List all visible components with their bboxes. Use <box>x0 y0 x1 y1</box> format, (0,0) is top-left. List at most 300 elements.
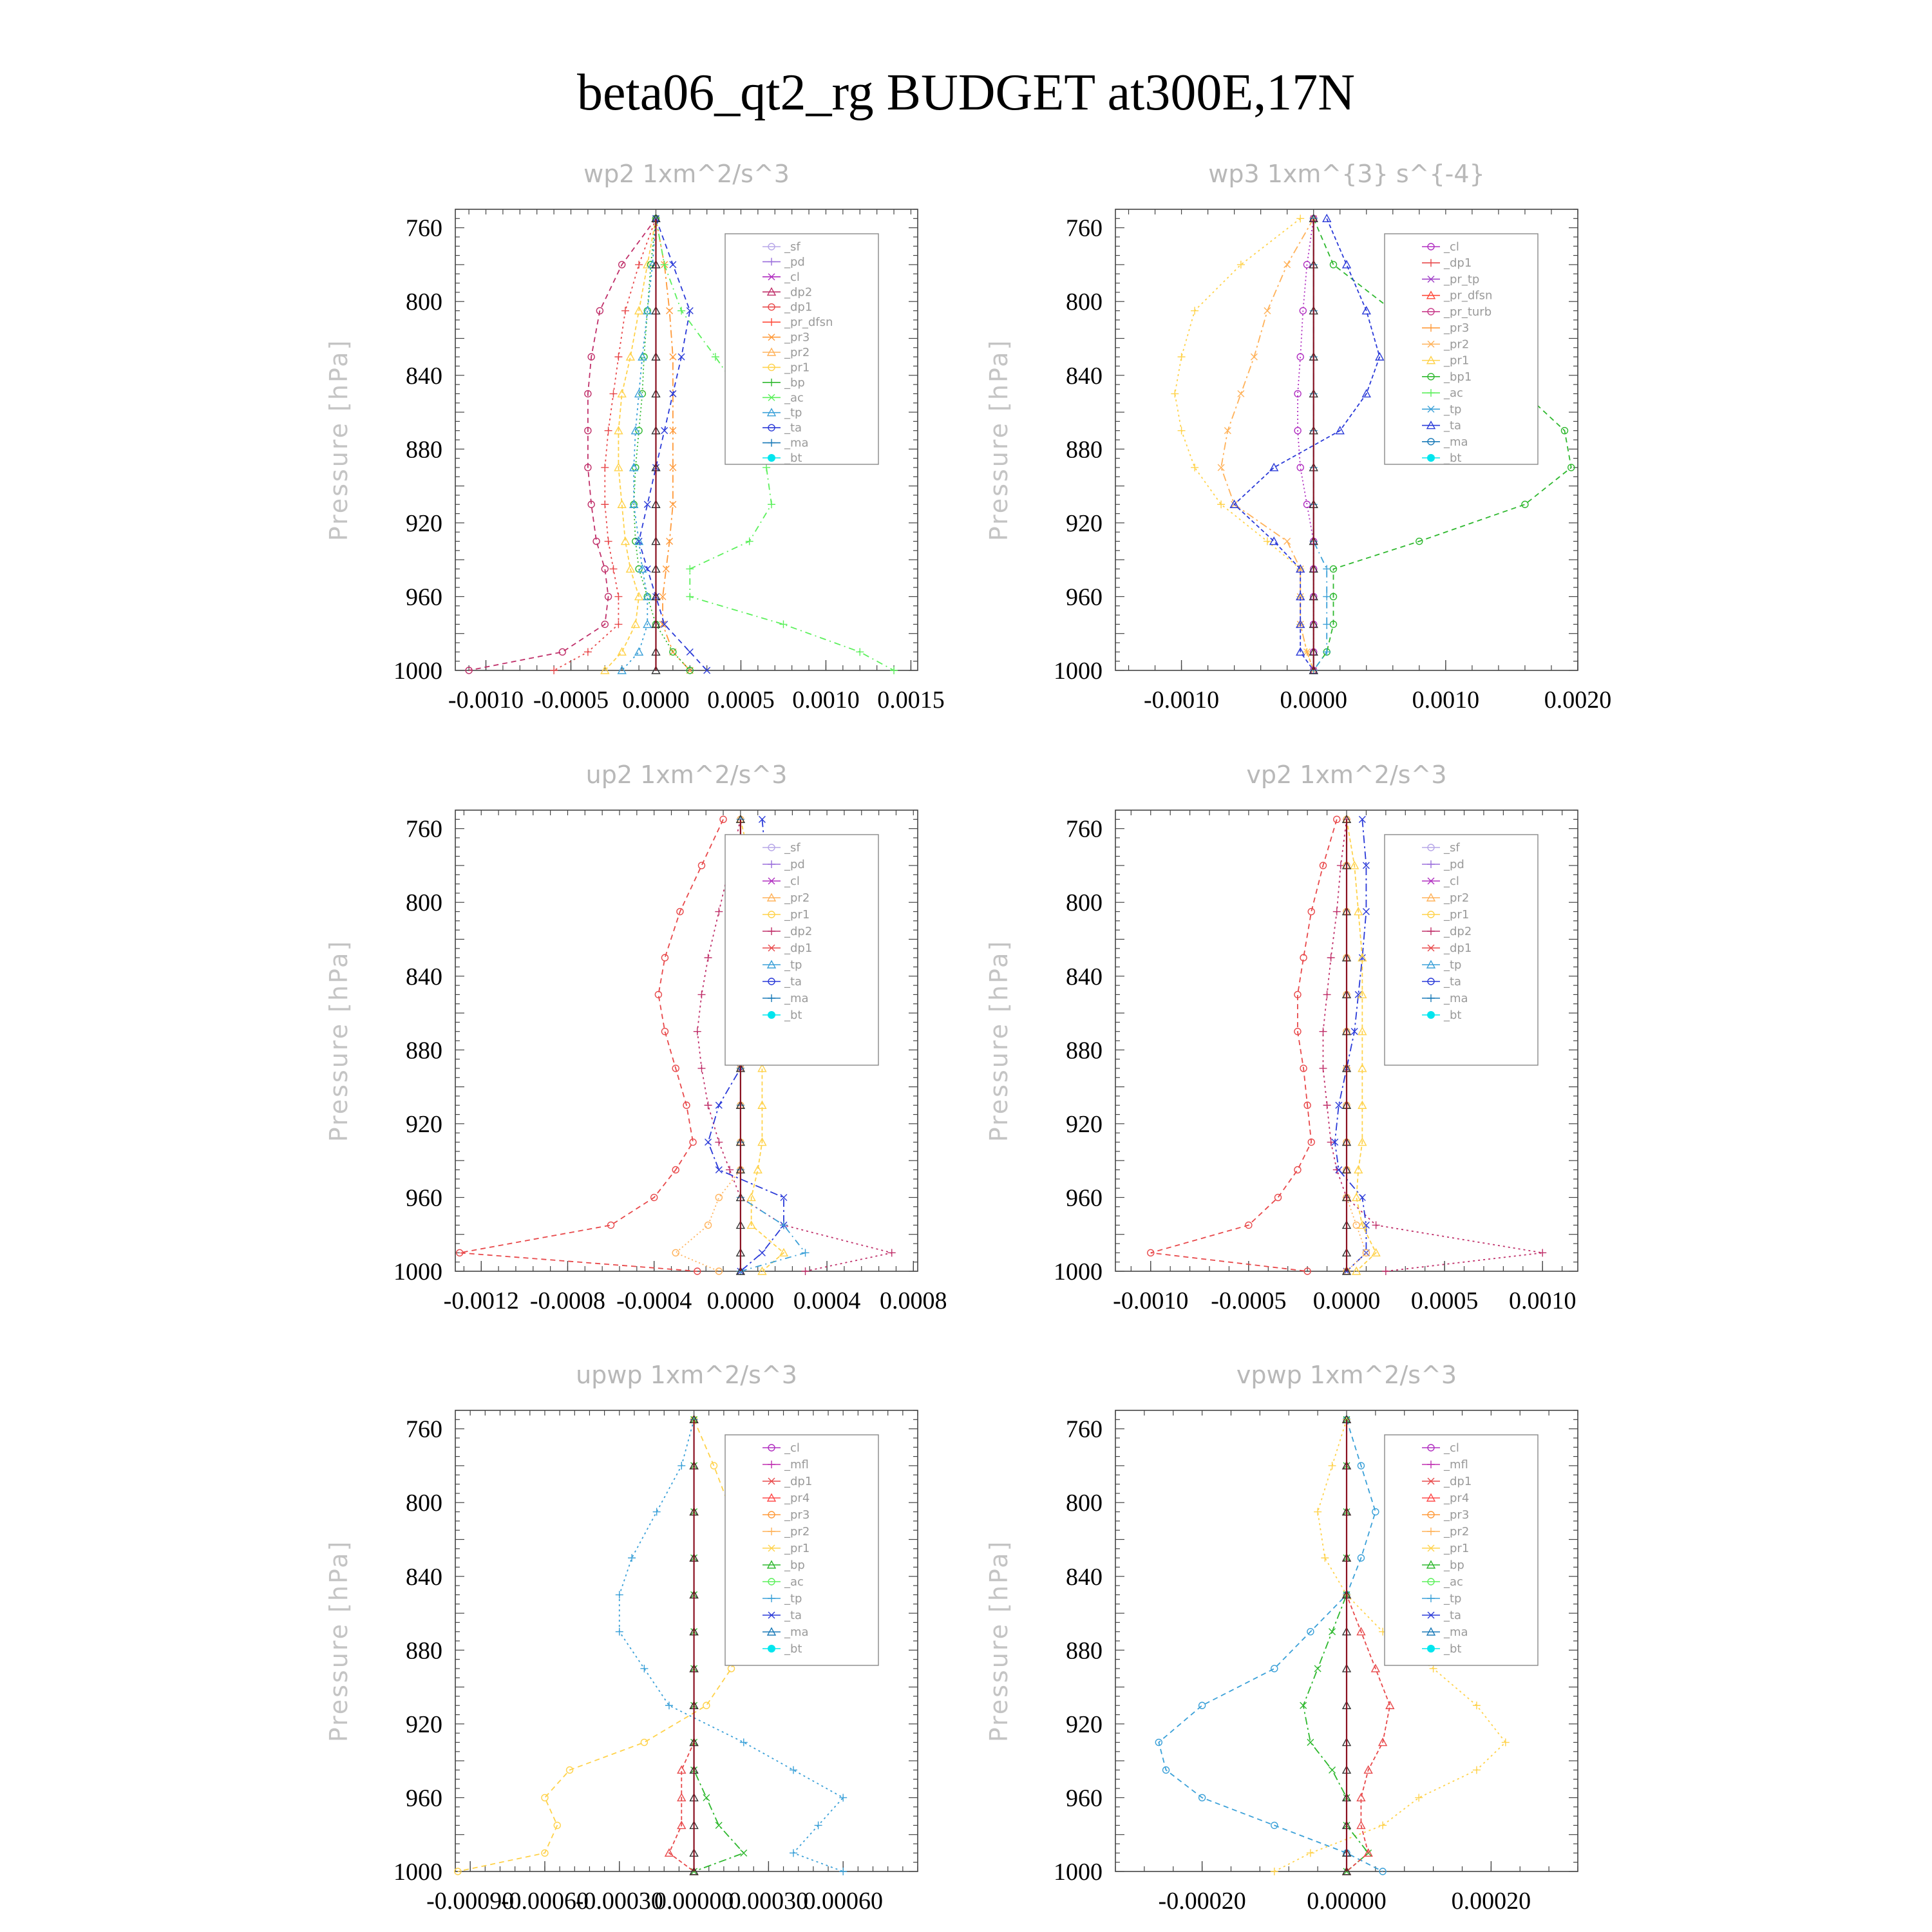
y-tick-label: 760 <box>406 214 442 242</box>
panel-title: vpwp 1xm^2/s^3 <box>1236 1361 1457 1389</box>
data-point <box>1323 565 1331 573</box>
legend-label: _bt <box>784 451 802 465</box>
data-point <box>1386 1701 1394 1709</box>
x-tick-label: 0.0020 <box>1544 687 1612 714</box>
legend-label: _bp1 <box>1444 370 1472 384</box>
y-tick-label: 800 <box>406 289 442 316</box>
legend <box>725 1435 878 1665</box>
data-point <box>1327 1139 1335 1146</box>
series-bp <box>630 215 693 674</box>
series-pr1 <box>1171 214 1317 674</box>
legend-label: _tp <box>784 958 802 972</box>
legend-label: _tp <box>784 406 802 420</box>
data-point <box>1321 1554 1329 1562</box>
data-point <box>661 1028 668 1035</box>
y-tick-label: 880 <box>406 436 442 464</box>
series-line <box>669 1419 694 1871</box>
panels-container <box>325 160 1611 1915</box>
legend-label: _cl <box>1444 240 1459 254</box>
data-point <box>1327 954 1335 961</box>
data-point <box>661 954 668 961</box>
data-point <box>609 565 617 573</box>
y-tick-label: 1000 <box>1054 1859 1103 1886</box>
data-point <box>839 1868 847 1875</box>
data-point <box>1303 501 1310 507</box>
data-point <box>635 648 643 655</box>
legend-label: _pr_dfsn <box>1444 289 1493 303</box>
panel-title: wp3 1xm^{3} s^{-4} <box>1208 160 1485 188</box>
data-point <box>1284 261 1291 268</box>
data-point <box>677 307 685 315</box>
data-point <box>670 354 676 360</box>
data-point <box>1376 353 1383 360</box>
legend-label: _ma <box>784 992 809 1005</box>
data-point <box>888 1249 896 1256</box>
panel-title: up2 1xm^2/s^3 <box>585 761 788 789</box>
data-point <box>1271 1665 1278 1672</box>
data-point <box>1343 261 1350 268</box>
data-point <box>1284 538 1291 545</box>
data-point <box>1171 390 1179 397</box>
data-point <box>1251 354 1257 360</box>
y-tick-label: 800 <box>406 889 442 917</box>
data-point <box>550 667 558 674</box>
legend-label: _pr3 <box>784 330 810 345</box>
data-point <box>1323 990 1331 998</box>
data-point <box>665 1701 673 1709</box>
y-tick-label: 800 <box>1066 889 1103 917</box>
chart-panel <box>985 761 1578 1314</box>
x-tick-label: 0.00000 <box>654 1888 734 1915</box>
legend-marker <box>1427 454 1435 462</box>
legend-label: _ac <box>1444 1575 1463 1589</box>
y-axis-label: Pressure [hPa] <box>325 939 353 1142</box>
series-line <box>605 218 656 670</box>
y-tick-label: 880 <box>1066 436 1103 464</box>
figure-title: beta06_qt2_rg BUDGET at300E,17N <box>576 64 1356 121</box>
data-point <box>741 1850 747 1856</box>
series-dp1 <box>665 1416 698 1875</box>
series-line <box>1159 1419 1383 1871</box>
data-point <box>686 592 694 600</box>
x-tick-label: 0.00060 <box>803 1888 883 1915</box>
data-point <box>1382 1267 1390 1275</box>
data-point <box>614 620 622 628</box>
legend <box>1385 1435 1538 1665</box>
legend-label: _pr_tp <box>1444 272 1480 287</box>
legend-label: _ta <box>784 421 802 435</box>
data-point <box>1539 1249 1546 1256</box>
series-dp1 <box>457 816 726 1274</box>
chart-panel <box>325 1361 918 1915</box>
data-point <box>635 261 643 269</box>
data-point <box>672 1249 679 1256</box>
legend-label: _pr2 <box>784 891 810 905</box>
legend-label: _ac <box>784 391 804 405</box>
legend-label: _dp1 <box>784 1475 813 1488</box>
data-point <box>1323 592 1331 600</box>
y-axis-label: Pressure [hPa] <box>325 338 353 542</box>
legend-label: _tp <box>1444 958 1462 972</box>
data-point <box>762 464 770 471</box>
data-point <box>694 1028 701 1036</box>
legend-label: _bp <box>784 1558 805 1572</box>
y-axis-label: Pressure [hPa] <box>325 1539 353 1743</box>
y-tick-label: 920 <box>1066 1710 1103 1738</box>
x-tick-label: 0.00030 <box>728 1888 809 1915</box>
data-point <box>1275 1194 1282 1200</box>
data-point <box>802 1267 810 1275</box>
y-tick-label: 880 <box>1066 1637 1103 1665</box>
legend-label: _ac <box>1444 386 1463 401</box>
data-point <box>605 538 612 545</box>
legend-label: _ma <box>1444 992 1468 1005</box>
legend-label: _sf <box>784 240 800 254</box>
y-tick-label: 1000 <box>1054 1258 1103 1285</box>
legend-label: _pr2 <box>784 346 810 359</box>
data-point <box>677 1462 685 1470</box>
legend-label: _ta <box>784 975 802 989</box>
series-ta <box>1231 214 1384 674</box>
data-point <box>703 1794 710 1801</box>
legend-label: _bt <box>784 1009 802 1022</box>
y-tick-label: 920 <box>406 1710 442 1738</box>
legend-label: _pr1 <box>1444 1542 1470 1555</box>
data-point <box>1191 464 1198 471</box>
data-point <box>705 954 712 961</box>
data-point <box>1178 427 1186 435</box>
data-point <box>670 261 676 268</box>
data-point <box>640 1665 648 1672</box>
data-point <box>715 1194 722 1200</box>
data-point <box>542 1794 548 1801</box>
data-point <box>1329 1629 1336 1635</box>
y-tick-label: 800 <box>1066 289 1103 316</box>
x-tick-label: 0.0000 <box>622 687 690 714</box>
legend-label: _ma <box>1444 435 1468 449</box>
y-tick-label: 960 <box>406 1785 442 1812</box>
y-tick-label: 880 <box>406 1037 442 1065</box>
data-point <box>726 1166 734 1173</box>
data-point <box>667 308 673 314</box>
data-point <box>697 1065 705 1072</box>
data-point <box>728 1665 734 1672</box>
series-line <box>1347 819 1366 1271</box>
data-point <box>609 390 617 397</box>
y-tick-label: 760 <box>406 815 442 843</box>
data-point <box>616 1628 623 1636</box>
data-point <box>1314 1508 1321 1516</box>
series-pr1 <box>1343 815 1380 1274</box>
series-tp <box>1310 214 1331 674</box>
y-tick-label: 840 <box>406 362 442 390</box>
x-tick-label: 0.00020 <box>1451 1888 1531 1915</box>
legend-label: _tp <box>1444 402 1462 417</box>
data-point <box>1333 908 1341 916</box>
legend-label: _pr1 <box>784 1542 810 1555</box>
legend-label: _pr3 <box>1444 1508 1470 1522</box>
legend-label: _pr2 <box>1444 1525 1470 1539</box>
x-tick-label: -0.0012 <box>443 1287 519 1314</box>
data-point <box>1372 1509 1379 1515</box>
legend <box>725 835 878 1065</box>
chart-panel <box>325 160 945 714</box>
y-tick-label: 960 <box>406 1184 442 1212</box>
data-point <box>1238 390 1244 397</box>
x-tick-label: -0.0005 <box>1211 1287 1287 1314</box>
series-dp1 <box>1148 816 1340 1274</box>
data-point <box>641 1739 647 1746</box>
legend-marker <box>768 1645 775 1653</box>
x-tick-label: 0.0010 <box>1412 687 1480 714</box>
legend-label: _pr_dfsn <box>784 316 833 330</box>
x-tick-label: -0.0008 <box>529 1287 606 1314</box>
legend-label: _pr4 <box>784 1492 810 1505</box>
data-point <box>601 464 609 471</box>
series-pr1 <box>601 214 659 674</box>
legend-label: _pr4 <box>1444 1492 1470 1505</box>
y-tick-label: 1000 <box>393 1859 442 1886</box>
data-point <box>856 648 864 656</box>
legend-label: _cl <box>1444 875 1459 888</box>
x-tick-label: 0.0005 <box>707 687 775 714</box>
series-line <box>554 218 656 670</box>
data-point <box>1323 1101 1331 1109</box>
y-axis-label: Pressure [hPa] <box>985 1539 1013 1743</box>
data-point <box>628 1554 636 1562</box>
x-tick-label: 0.0008 <box>880 1287 947 1314</box>
data-point <box>616 1591 623 1598</box>
legend-marker <box>1427 1645 1435 1653</box>
y-axis-label: Pressure [hPa] <box>985 338 1013 542</box>
series-line <box>1175 218 1313 670</box>
data-point <box>1319 1065 1327 1072</box>
x-tick-label: -0.00020 <box>1158 1888 1246 1915</box>
x-tick-label: 0.0005 <box>1410 1287 1479 1314</box>
series-line <box>1151 819 1337 1271</box>
y-tick-label: 760 <box>406 1416 442 1443</box>
legend-label: _bp <box>784 375 805 390</box>
data-point <box>759 1249 765 1256</box>
data-point <box>601 500 609 508</box>
x-tick-label: -0.00030 <box>575 1888 663 1915</box>
data-point <box>790 1849 797 1857</box>
legend-label: _tp <box>784 1592 802 1605</box>
data-point <box>1353 1222 1359 1228</box>
x-tick-label: 0.0000 <box>1280 687 1347 714</box>
x-tick-label: -0.00060 <box>500 1888 589 1915</box>
data-point <box>1329 1766 1336 1773</box>
legend-label: _ac <box>784 1575 804 1589</box>
data-point <box>1178 353 1186 361</box>
legend-label: _ta <box>1444 1609 1462 1622</box>
legend-marker <box>768 1011 775 1019</box>
data-point <box>705 1101 712 1109</box>
series-line <box>1235 218 1380 670</box>
data-point <box>1333 1166 1341 1173</box>
data-point <box>715 908 723 916</box>
legend <box>1385 234 1538 465</box>
y-tick-label: 800 <box>1066 1490 1103 1517</box>
x-tick-label: -0.0010 <box>1143 687 1220 714</box>
data-point <box>1363 909 1369 915</box>
x-tick-label: 0.0000 <box>706 1287 775 1314</box>
legend-label: _pd <box>784 255 805 269</box>
legend-label: _pr_turb <box>1444 305 1492 319</box>
data-point <box>605 427 612 435</box>
series-line <box>1347 1419 1390 1871</box>
legend-label: _mfl <box>1444 1458 1468 1472</box>
legend-label: _bt <box>1444 451 1462 465</box>
legend-label: _dp2 <box>784 925 813 938</box>
y-tick-label: 760 <box>1066 815 1103 843</box>
data-point <box>703 1702 710 1709</box>
y-tick-label: 960 <box>1066 583 1103 611</box>
legend-label: _pd <box>1444 858 1464 871</box>
data-point <box>705 1222 712 1228</box>
data-point <box>1319 1028 1327 1036</box>
data-point <box>698 862 705 869</box>
legend-label: _pr1 <box>784 908 810 922</box>
legend-label: _ta <box>784 1609 802 1622</box>
y-tick-label: 920 <box>406 509 442 537</box>
legend-label: _ma <box>784 1625 809 1639</box>
legend-label: _sf <box>784 841 800 855</box>
y-tick-label: 880 <box>406 1637 442 1665</box>
series-dp1 <box>550 214 659 674</box>
legend-marker <box>1427 1011 1435 1019</box>
data-point <box>1297 354 1303 360</box>
data-point <box>779 620 787 628</box>
legend-label: _dp1 <box>1444 1475 1472 1488</box>
legend-label: _bp <box>1444 1558 1464 1572</box>
data-point <box>768 500 775 508</box>
x-tick-label: -0.0005 <box>533 687 609 714</box>
chart-panel <box>985 1361 1578 1915</box>
y-tick-label: 960 <box>1066 1184 1103 1212</box>
series-line <box>458 1419 744 1871</box>
legend-label: _dp2 <box>1444 925 1472 938</box>
chart-panel <box>325 761 947 1314</box>
series-line <box>1221 218 1314 670</box>
data-point <box>1191 307 1198 315</box>
legend-label: _pr3 <box>784 1508 810 1522</box>
x-tick-label: 0.0010 <box>1508 1287 1577 1314</box>
series-tp <box>1155 1416 1386 1875</box>
series-pr1 <box>455 1416 747 1875</box>
y-tick-label: 840 <box>406 1563 442 1591</box>
legend-label: _cl <box>1444 1441 1459 1455</box>
chart-panel <box>985 160 1611 714</box>
data-point <box>715 1822 722 1828</box>
x-tick-label: 0.0010 <box>792 687 860 714</box>
data-point <box>839 1794 847 1801</box>
data-point <box>1323 648 1331 656</box>
legend-label: _ta <box>1444 419 1462 433</box>
data-point <box>715 1139 723 1146</box>
legend-label: _dp1 <box>1444 942 1472 955</box>
x-tick-label: 0.0004 <box>793 1287 861 1314</box>
series-line <box>1335 819 1367 1271</box>
series-pr2 <box>1218 215 1317 674</box>
legend <box>725 234 878 465</box>
data-point <box>802 1249 810 1256</box>
data-point <box>1199 1702 1206 1709</box>
data-point <box>653 1508 661 1516</box>
legend-label: _pr2 <box>1444 891 1470 905</box>
legend-label: _pr2 <box>1444 337 1470 352</box>
panel-title: wp2 1xm^2/s^3 <box>583 160 790 188</box>
data-point <box>1415 1794 1423 1801</box>
data-point <box>1323 214 1331 222</box>
series-line <box>469 218 656 670</box>
series-line <box>622 218 656 670</box>
legend-label: _cl <box>784 1441 800 1455</box>
data-point <box>740 1739 748 1747</box>
y-tick-label: 800 <box>406 1490 442 1517</box>
series-tp <box>618 214 660 674</box>
series-ta <box>1332 816 1370 1274</box>
data-point <box>705 1139 712 1146</box>
series-dp2 <box>466 215 659 674</box>
data-point <box>687 649 693 655</box>
data-point <box>1379 1821 1387 1829</box>
legend-label: _ma <box>1444 1625 1468 1639</box>
legend-label: _dp1 <box>784 942 813 955</box>
legend <box>1385 835 1538 1065</box>
y-tick-label: 920 <box>1066 1110 1103 1138</box>
legend-label: _dp1 <box>784 300 813 314</box>
y-tick-label: 840 <box>1066 963 1103 990</box>
data-point <box>715 1166 722 1173</box>
series-line <box>1303 1419 1368 1871</box>
legend-label: _tp <box>1444 1592 1462 1605</box>
data-point <box>1296 214 1304 222</box>
x-tick-label: 0.00000 <box>1307 1888 1387 1915</box>
x-tick-label: 0.0015 <box>877 687 945 714</box>
legend-label: _bt <box>1444 1642 1462 1656</box>
data-point <box>1329 1462 1336 1470</box>
data-point <box>614 592 622 600</box>
legend-label: _dp2 <box>784 285 813 299</box>
legend-label: _pr1 <box>784 361 810 375</box>
data-point <box>697 990 705 998</box>
y-tick-label: 960 <box>406 583 442 611</box>
data-point <box>1323 620 1331 628</box>
data-point <box>746 538 753 545</box>
legend-label: _bt <box>784 1642 802 1656</box>
x-tick-label: -0.0010 <box>1113 1287 1189 1314</box>
y-tick-label: 960 <box>1066 1785 1103 1812</box>
data-point <box>686 565 694 573</box>
data-point <box>890 667 898 674</box>
legend-label: _ta <box>1444 975 1462 989</box>
y-tick-label: 840 <box>1066 362 1103 390</box>
legend-label: _pd <box>784 858 805 871</box>
data-point <box>584 648 592 656</box>
x-tick-label: -0.0004 <box>616 1287 692 1314</box>
data-point <box>1307 1849 1314 1857</box>
panel-title: vp2 1xm^2/s^3 <box>1246 761 1447 789</box>
legend-label: _pr1 <box>1444 908 1470 922</box>
legend-label: _mfl <box>784 1458 809 1472</box>
y-tick-label: 920 <box>1066 509 1103 537</box>
data-point <box>614 353 622 361</box>
data-point <box>715 1102 722 1108</box>
legend-label: _cl <box>784 270 800 284</box>
data-point <box>1314 1665 1321 1672</box>
legend-label: _ma <box>784 436 809 450</box>
